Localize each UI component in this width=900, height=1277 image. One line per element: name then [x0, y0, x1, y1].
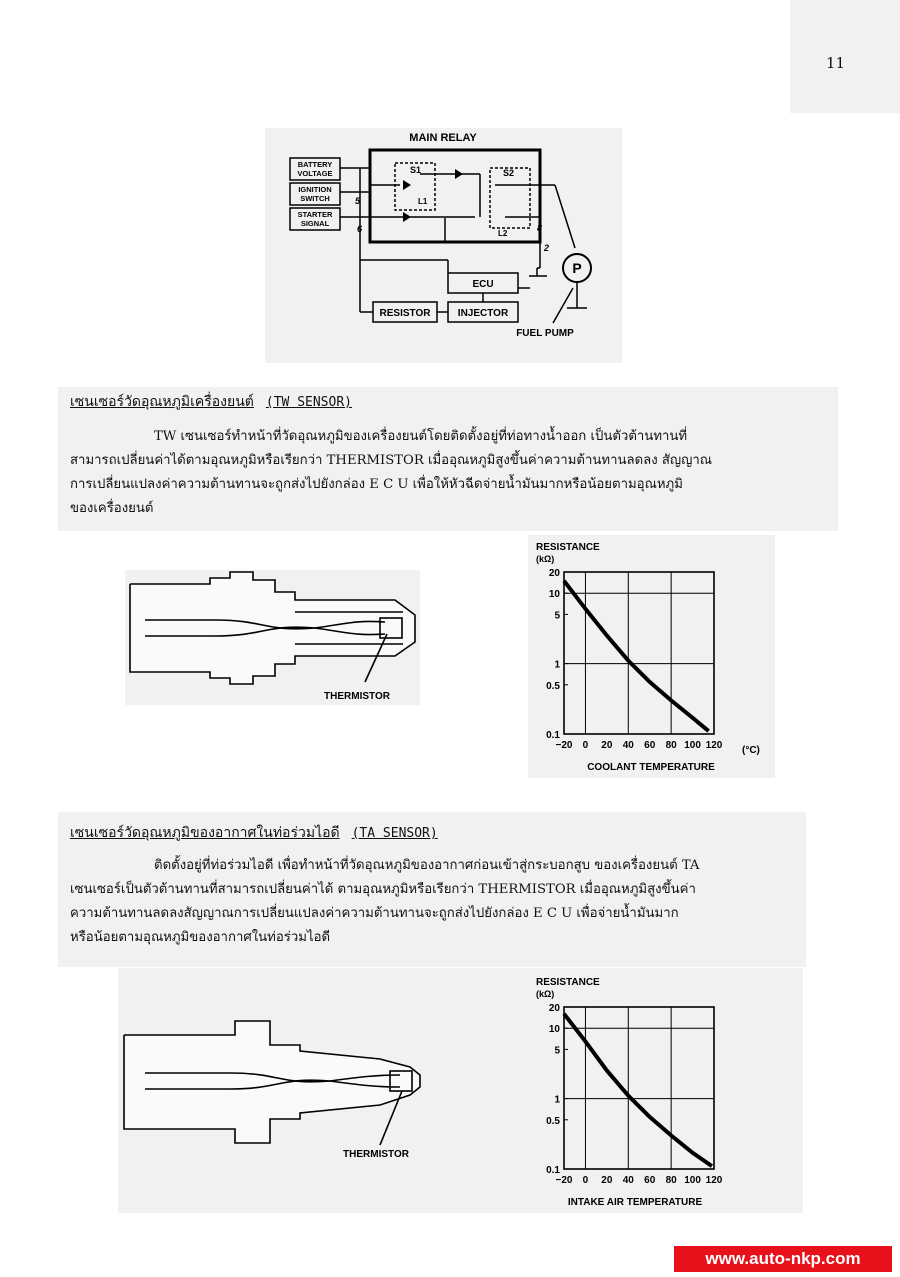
- s2-label: S2: [503, 168, 515, 178]
- ta-thermistor-label: THERMISTOR: [343, 1149, 409, 1160]
- tw-chart-yunit: (kΩ): [536, 554, 555, 564]
- ta-paragraph: [70, 854, 810, 950]
- pin-6-label: 6: [357, 224, 363, 234]
- ecu-label: ECU: [472, 279, 494, 290]
- resistor-label: RESISTOR: [379, 308, 431, 319]
- tw-chart-xunit: (°C): [742, 745, 760, 756]
- tw-chart-frame: [564, 572, 714, 734]
- injector-label: INJECTOR: [457, 308, 509, 319]
- pump-symbol: P: [572, 260, 582, 276]
- ta-chart-xtick: 120: [705, 1175, 723, 1186]
- pin-5-label: 5: [355, 196, 361, 206]
- ta-chart-ytick: 0.5: [546, 1115, 560, 1127]
- ta-chart-xtick: 60: [644, 1175, 656, 1186]
- ta-sensor-drawing: [120, 1015, 430, 1165]
- ta-heading-title: เซนเซอร์วัดอุณหภูมิของอากาศในท่อร่วมไอดี: [70, 825, 340, 841]
- ignition-switch-label-2: SWITCH: [300, 194, 330, 203]
- ta-line-3: ความต้านทานลดลงสัญญาณการเปลี่ยนแปลงค่าความต้านทานจะถูกส่งไปยังกล่อง E C U เพื่อจ่ายน้ำมันมาก: [70, 906, 679, 921]
- ta-heading-code: (TA SENSOR): [351, 826, 438, 841]
- battery-voltage-label-2: VOLTAGE: [297, 169, 333, 178]
- tw-chart-ytick: 20: [548, 568, 560, 579]
- ta-chart-ytick: 5: [554, 1045, 560, 1057]
- coolant-temperature-chart: [528, 535, 775, 778]
- ta-chart-ylabel: RESISTANCE: [536, 977, 600, 988]
- ta-chart-xtick: 20: [601, 1175, 613, 1186]
- watermark-badge: www.auto-nkp.com: [674, 1246, 892, 1272]
- ta-chart-ytick: 20: [548, 1003, 560, 1014]
- ta-chart-xtick: 80: [665, 1175, 677, 1186]
- ta-chart-xtick: 100: [684, 1175, 701, 1186]
- starter-signal-label: STARTER: [297, 210, 333, 219]
- tw-chart-ylabel: RESISTANCE: [536, 542, 600, 553]
- tw-heading-title: เซนเซอร์วัดอุณหภูมิเครื่องยนต์: [70, 394, 254, 410]
- tw-chart-ytick: 0.5: [546, 680, 560, 692]
- ta-chart-ytick: 10: [548, 1024, 560, 1036]
- ta-chart-xlabel: INTAKE AIR TEMPERATURE: [567, 1197, 703, 1208]
- tw-chart-ytick: 0.1: [546, 730, 560, 741]
- tw-heading: [70, 391, 352, 413]
- ta-line-1: ติดตั้งอยู่ที่ท่อร่วมไอดี เพื่อทำหน้าที่วัดอุณหภูมิของอากาศก่อนเข้าสู่กระบอกสูบ ของเครื่องยนต์ TA: [154, 858, 700, 873]
- ignition-switch-label: IGNITION: [298, 185, 332, 194]
- page-number: 11: [826, 54, 846, 72]
- tw-chart-xtick: 40: [622, 740, 634, 751]
- tw-chart-xtick: 100: [684, 740, 701, 751]
- tw-chart-ytick: 10: [548, 589, 560, 601]
- tw-line-1: TW เซนเซอร์ทำหน้าที่วัดอุณหภูมิของเครื่องยนต์โดยติดตั้งอยู่ที่ท่อทางน้ำออก เป็นตัวต้านทานที่: [154, 429, 688, 444]
- pin-8-label: 8: [537, 223, 543, 233]
- ta-chart-xtick: −20: [555, 1175, 573, 1186]
- relay-title: MAIN RELAY: [409, 132, 477, 144]
- ta-chart-frame: [564, 1007, 714, 1169]
- tw-chart-xtick: 20: [601, 740, 613, 751]
- battery-voltage-label: BATTERY: [297, 160, 333, 169]
- s1-label: S1: [410, 165, 422, 175]
- ta-chart-xtick: 0: [582, 1175, 589, 1186]
- ta-chart-xtick: 40: [622, 1175, 634, 1186]
- ta-chart-ytick: 1: [554, 1094, 560, 1106]
- tw-heading-code: (TW SENSOR): [265, 395, 352, 410]
- tw-chart-xtick: 60: [644, 740, 656, 751]
- tw-paragraph: [70, 425, 830, 521]
- ta-heading: [70, 822, 438, 844]
- tw-sensor-drawing: [125, 570, 420, 705]
- tw-chart-xtick: 80: [665, 740, 677, 751]
- ta-line-4: หรือน้อยตามอุณหภูมิของอากาศในท่อร่วมไอดี: [70, 930, 331, 945]
- tw-thermistor-label: THERMISTOR: [324, 691, 390, 702]
- l2-label: L2: [498, 229, 508, 238]
- tw-chart-ytick: 5: [554, 610, 560, 622]
- starter-signal-label-2: SIGNAL: [300, 219, 330, 228]
- ta-chart-yunit: (kΩ): [536, 989, 555, 999]
- intake-air-temperature-chart: [528, 970, 775, 1213]
- tw-chart-xtick: 120: [705, 740, 723, 751]
- tw-chart-xlabel: COOLANT TEMPERATURE: [587, 762, 715, 773]
- l1-label: L1: [418, 197, 428, 206]
- tw-chart-ytick: 1: [554, 659, 560, 671]
- tw-chart-xtick: −20: [555, 740, 573, 751]
- tw-line-3: การเปลี่ยนแปลงค่าความต้านทานจะถูกส่งไปยังกล่อง E C U เพื่อให้หัวฉีดจ่ายน้ำมันมากหรือน้อยตามอุณหภูมิ: [70, 477, 683, 492]
- ta-line-2: เซนเซอร์เป็นตัวต้านทานที่สามารถเปลี่ยนค่าได้ ตามอุณหภูมิหรือเรียกว่า THERMISTOR เมื่ออุณหภูมิสูงขึ้นค่า: [70, 882, 696, 897]
- ta-resistance-curve: [564, 1014, 712, 1166]
- tw-chart-xtick: 0: [582, 740, 589, 751]
- pin-2-label: 2: [544, 243, 550, 253]
- tw-line-4: ของเครื่องยนต์: [70, 501, 154, 516]
- ta-chart-ytick: 0.1: [546, 1165, 560, 1176]
- tw-line-2: สามารถเปลี่ยนค่าได้ตามอุณหภูมิหรือเรียกว่า THERMISTOR เมื่ออุณหภูมิสูงขึ้นค่าความต้านทานลดลง สัญญาณ: [70, 453, 713, 468]
- fuel-pump-label: FUEL PUMP: [516, 328, 574, 339]
- relay-diagram: [265, 128, 622, 363]
